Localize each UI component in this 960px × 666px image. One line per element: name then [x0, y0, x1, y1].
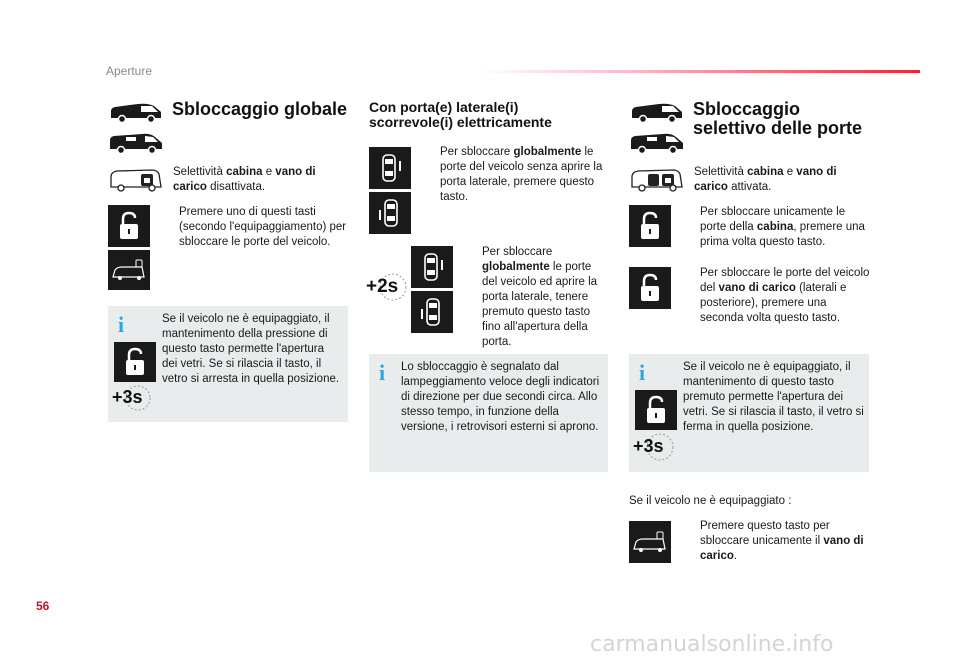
col3-bullet-1: Per sbloccare unicamente le porte della cabina, premere una prima volta questo tasto. [700, 206, 865, 248]
col2-info-text: Lo sbloccaggio è segnalato dal lampeggiamento veloce degli indicatori di direzione per due secondi circa. Allo stesso tempo, in funzione della versione, i retrovisori esterni si aprono. [401, 361, 600, 433]
col3-bullet-2: Per sbloccare le porte del veicolo del vano di carico (laterali e posteriore), premere una seconda volta questo tasto. [700, 267, 870, 324]
watermark: carmanualsonline.info [590, 632, 834, 657]
col3-info-box [629, 354, 869, 472]
timer-label: +2s [366, 276, 399, 297]
sliding-door-button-alt [411, 291, 453, 333]
col3-info-text: Se il veicolo ne è equipaggiato, il mantenimento di questo tasto premuto permette l'apertura dei vetri. Se si rilascia il tasto, il vetro si ferma in quella posizione. [683, 361, 864, 433]
title-line-2: scorrevole(i) elettricamente [369, 113, 552, 130]
unlock-icon [629, 205, 671, 247]
col1-info-box [108, 306, 348, 422]
van-icon [108, 100, 164, 124]
timer-label: +3s [633, 436, 664, 456]
title-sbloccaggio-selettivo [693, 100, 862, 138]
title-line-1: Sbloccaggio [693, 99, 801, 119]
page-number: 56 [36, 599, 50, 613]
van-lock-outline-icon [629, 166, 685, 192]
van-icon [629, 100, 685, 124]
col3-bullet-3: Premere questo tasto per sbloccare unicamente il vano di carico. [700, 520, 864, 562]
cargo-unlock-button [108, 250, 150, 290]
car-top-view-icon [369, 147, 411, 189]
unlock-icon [114, 342, 156, 382]
cargo-only-button [629, 521, 671, 563]
timer-label: +3s [112, 387, 143, 407]
col3-timer [633, 432, 679, 462]
title-line-2: selettivo delle porte [693, 117, 863, 138]
cabin-unlock-button [629, 205, 671, 247]
door-unlock-button [369, 147, 411, 189]
header-divider [480, 70, 920, 73]
sliding-door-button [411, 246, 453, 288]
info-icon: i [639, 360, 646, 385]
col1-timer [112, 384, 158, 412]
col1-selectivity-text: Selettività cabina e vano di carico disattivata. [173, 166, 316, 193]
title-line-1: Con porta(e) laterale(i) [369, 99, 519, 115]
car-top-view-icon [411, 246, 453, 288]
van-long-icon [629, 130, 685, 156]
car-top-view-icon [411, 291, 453, 333]
unlock-icon [629, 267, 671, 309]
van-rear-unlock-icon [108, 250, 150, 290]
title-porta-laterale [369, 100, 552, 129]
van-rear-unlock-icon [629, 521, 671, 563]
col1-info-text: Se il veicolo ne è equipaggiato, il mantenimento della pressione di questo tasto permette l'apertura dei vetri. Se si rilascia il tasto, il vetro si arresta in quella posizione. [162, 313, 340, 385]
col1-bullet-text: Premere uno di questi tasti (secondo l'equipaggiamento) per sbloccare le porte del veicolo. [179, 206, 347, 248]
col3-selectivity-text: Selettività cabina e vano di carico attivata. [694, 166, 837, 193]
info-icon: i [379, 360, 386, 385]
col2-bullet-2: Per sbloccare globalmente le porte del veicolo ed aprire la porta laterale, tenere premuto questo tasto fino all'apertura della porta. [482, 246, 598, 348]
title-sbloccaggio-globale: Sbloccaggio globale [172, 99, 348, 119]
unlock-icon [108, 205, 150, 247]
section-label: Aperture [106, 64, 153, 78]
col1-info-unlock-button [114, 342, 156, 382]
col3-equipped-text: Se il veicolo ne è equipaggiato : [629, 495, 792, 507]
col2-timer [366, 272, 410, 302]
col2-info-box [369, 354, 608, 472]
van-lock-outline-icon [108, 166, 164, 192]
cargo-second-press-button [629, 267, 671, 309]
col3-info-unlock-button [635, 390, 677, 430]
info-icon: i [118, 312, 125, 337]
door-unlock-button-alt [369, 192, 411, 234]
car-top-view-icon [369, 192, 411, 234]
col2-bullet-1: Per sbloccare globalmente le porte del veicolo senza aprire la porta laterale, premere questo tasto. [440, 146, 603, 203]
unlock-icon [635, 390, 677, 430]
unlock-key-button [108, 205, 150, 247]
van-long-icon [108, 130, 164, 156]
